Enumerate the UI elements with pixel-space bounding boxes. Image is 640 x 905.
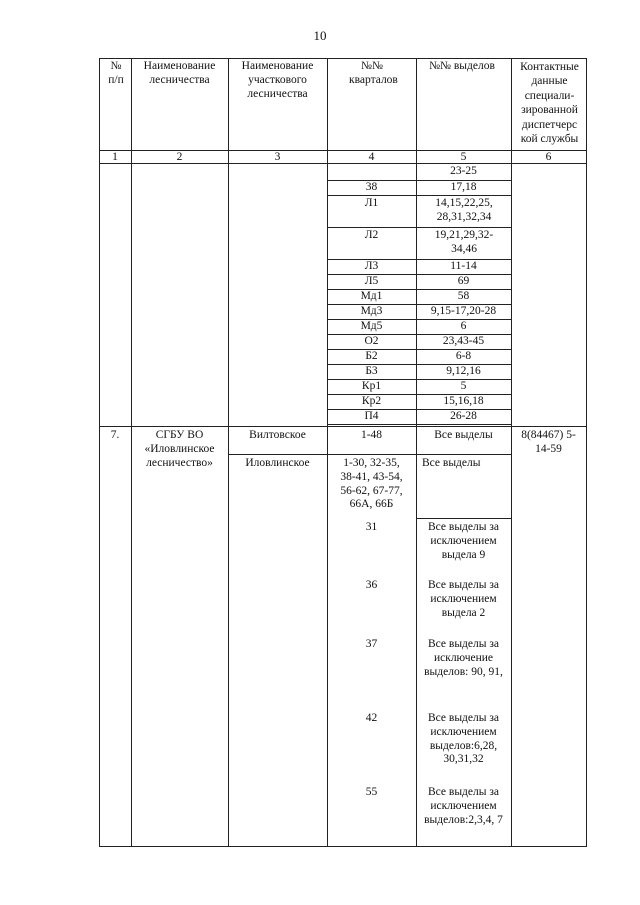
column-divider xyxy=(228,58,229,847)
cell-allotments: 15,16,18 xyxy=(443,395,484,407)
cell-allotments: 19,21,29,32- 34,46 xyxy=(434,229,494,255)
cell-allotments: Все выделы xyxy=(422,457,481,469)
district-ilov: Иловлинское xyxy=(245,457,310,469)
cell-quarter: Кр1 xyxy=(361,380,382,392)
cell-quarter: Б2 xyxy=(365,350,378,362)
cell-quarter: 55 xyxy=(365,786,378,798)
column-divider xyxy=(131,58,132,847)
cell-allotments: 23-25 xyxy=(450,165,477,177)
table-border-bottom xyxy=(99,846,587,847)
colnum: 4 xyxy=(368,151,375,163)
row-divider xyxy=(327,424,511,425)
cell-quarter: 36 xyxy=(365,579,378,591)
entry-contact-phone: 8(84467) 5-14-59 xyxy=(521,429,576,455)
table-border-left xyxy=(99,58,100,847)
row-divider xyxy=(327,195,511,196)
header-district: Наименование участкового лесничества xyxy=(241,60,314,100)
cell-allotments: Все выделы за исключением выделов:2,3,4, 7 xyxy=(424,786,503,826)
cell-quarter: 1-48 xyxy=(360,429,383,441)
cell-quarter: Л3 xyxy=(364,260,379,272)
cell-allotments: 69 xyxy=(457,275,470,287)
cell-allotments: 14,15,22,25, 28,31,32,34 xyxy=(435,197,493,223)
cell-allotments: 58 xyxy=(457,290,470,302)
cell-quarter: Мд1 xyxy=(360,290,383,302)
cell-quarter: 38 xyxy=(365,181,378,193)
cell-allotments: 9,12,16 xyxy=(446,365,481,377)
cell-quarter: О2 xyxy=(364,335,379,347)
cell-quarter: Л2 xyxy=(364,229,379,241)
cell-allotments: Все выделы за исключением выдела 9 xyxy=(428,521,499,561)
cell-quarter: П4 xyxy=(364,410,379,422)
table-border-right xyxy=(586,58,587,847)
colnum: 5 xyxy=(460,151,467,163)
cell-allotments: 5 xyxy=(460,380,467,392)
header-quarters: №№ кварталов xyxy=(349,60,398,86)
cell-allotments: Все выделы за исключение выделов: 90, 91, xyxy=(424,638,503,678)
page-number: 10 xyxy=(313,28,327,43)
row-divider xyxy=(327,227,511,228)
cell-quarter: 1-30, 32-35, 38-41, 43-54, 56-62, 67-77, 66А, 66Б xyxy=(340,457,403,511)
forestry-table xyxy=(99,58,587,847)
header-forestry: Наименование лесничества xyxy=(143,60,216,86)
entry-number: 7. xyxy=(110,429,120,441)
cell-quarter: 37 xyxy=(365,638,378,650)
cell-allotments: 26-28 xyxy=(450,410,477,422)
entry-divider xyxy=(99,426,587,427)
cell-quarter: 31 xyxy=(365,521,378,533)
header-num: № п/п xyxy=(108,60,124,86)
cell-allotments: 6-8 xyxy=(455,350,472,362)
district-vilt: Вилтовское xyxy=(249,429,306,441)
cell-allotments: Все выделы xyxy=(434,429,493,441)
entry-forestry-name: СГБУ ВО «Иловлинское лесничество» xyxy=(144,429,215,469)
cell-allotments: 17,18 xyxy=(450,181,477,193)
colnum: 1 xyxy=(112,151,118,163)
header-allotments: №№ выделов xyxy=(429,60,495,72)
row-divider xyxy=(228,454,511,455)
cell-allotments: Все выделы за исключением выделов:6,28, 30,31,32 xyxy=(428,712,499,766)
row-divider xyxy=(416,518,511,519)
cell-allotments: Все выделы за исключением выдела 2 xyxy=(428,579,499,619)
cell-quarter: Мд5 xyxy=(360,320,383,332)
header-contacts: Контактные данные специали-зированной диспетчерс кой службы xyxy=(520,61,579,145)
cell-quarter: Л5 xyxy=(364,275,379,287)
cell-allotments: 9,15-17,20-28 xyxy=(430,305,497,317)
colnum: 2 xyxy=(176,151,183,163)
column-divider xyxy=(511,58,512,847)
cell-quarter: 42 xyxy=(365,712,378,724)
cell-allotments: 23,43-45 xyxy=(442,335,485,347)
column-divider xyxy=(327,58,328,847)
cell-quarter: Л1 xyxy=(364,197,379,209)
cell-quarter: Б3 xyxy=(365,365,378,377)
colnum: 3 xyxy=(274,151,281,163)
cell-quarter: Мд3 xyxy=(360,305,383,317)
colnum: 6 xyxy=(545,151,552,163)
cell-allotments: 11-14 xyxy=(450,260,477,272)
cell-allotments: 6 xyxy=(460,320,467,332)
table-border-top xyxy=(99,58,587,59)
cell-quarter: Кр2 xyxy=(361,395,382,407)
